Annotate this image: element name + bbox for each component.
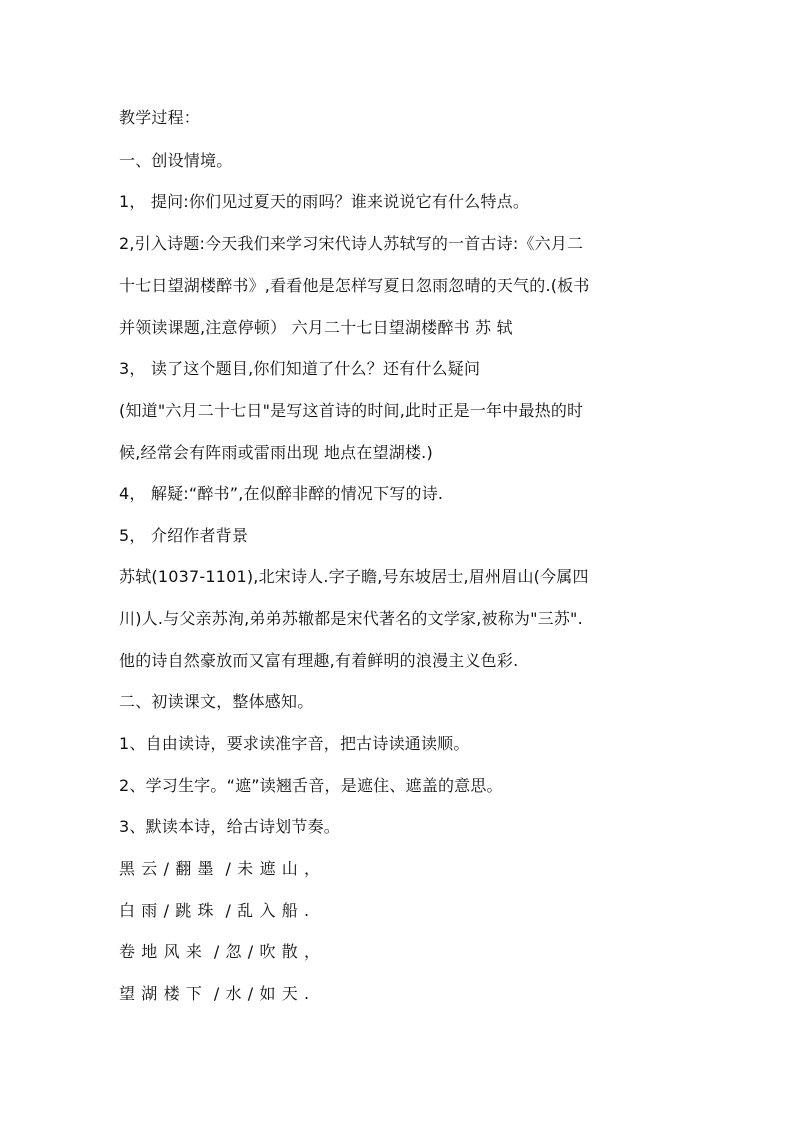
poem-line-4: 望 湖 楼 下 / 水 / 如 天 . bbox=[119, 984, 310, 1003]
section-heading-create-situation: 一、创设情境。 bbox=[119, 151, 233, 170]
reading-step-3: 3、默读本诗，给古诗划节奏。 bbox=[119, 817, 340, 836]
step-4-explain: 4， 解疑:“醉书”,在似醉非醉的情况下写的诗. bbox=[119, 484, 444, 503]
step-3-answer-line-2: 候,经常会有阵雨或雷雨出现 地点在望湖楼.) bbox=[119, 443, 433, 462]
reading-step-1: 1、自由读诗，要求读准字音，把古诗读通读顺。 bbox=[119, 734, 470, 753]
step-2-intro-line-1: 2,引入诗题:今天我们来学习宋代诗人苏轼写的一首古诗:《六月二 bbox=[119, 234, 584, 253]
poem-line-3: 卷 地 风 来 / 忽 / 吹 散 ， bbox=[119, 942, 321, 961]
step-2-intro-line-2: 十七日望湖楼醉书》,看看他是怎样写夏日忽雨忽晴的天气的.(板书 bbox=[119, 276, 590, 295]
reading-step-2: 2、学习生字。“遮”读翘舌音，是遮住、遮盖的意思。 bbox=[119, 776, 503, 795]
step-1-question: 1， 提问:你们见过夏天的雨吗？谁来说说它有什么特点。 bbox=[119, 192, 530, 211]
step-5-author-background: 5， 介绍作者背景 bbox=[119, 526, 249, 545]
author-bio-line-1: 苏轼(1037-1101),北宋诗人.字子瞻,号东坡居士,眉州眉山(今属四 bbox=[119, 567, 589, 586]
poem-line-1: 黑 云 / 翻 墨 / 未 遮 山 ， bbox=[119, 859, 321, 878]
step-3-read-title: 3， 读了这个题目,你们知道了什么？还有什么疑问 bbox=[119, 359, 481, 378]
poem-line-2: 白 雨 / 跳 珠 / 乱 入 船 . bbox=[119, 901, 310, 920]
author-bio-line-3: 他的诗自然豪放而又富有理趣,有着鲜明的浪漫主义色彩. bbox=[119, 651, 519, 670]
step-2-intro-line-3: 并领读课题,注意停顿） 六月二十七日望湖楼醉书 苏 轼 bbox=[119, 318, 513, 337]
section-heading-first-reading: 二、初读课文，整体感知。 bbox=[119, 692, 314, 711]
step-3-answer-line-1: (知道"六月二十七日"是写这首诗的时间,此时正是一年中最热的时 bbox=[119, 401, 584, 420]
section-heading-teaching-process: 教学过程： bbox=[119, 108, 201, 127]
author-bio-line-2: 川)人.与父亲苏洵,弟弟苏辙都是宋代著名的文学家,被称为"三苏". bbox=[119, 609, 583, 628]
